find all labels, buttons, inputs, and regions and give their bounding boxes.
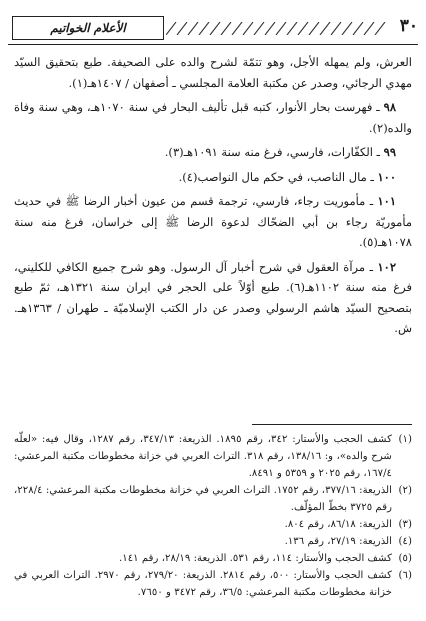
footnote	[14, 516, 412, 533]
header-hatch-ornament	[166, 22, 386, 35]
paragraph-text: ـ مرآة العقول في شرح أخبار آل الرسول. وهو شرح جميع الكافي للكليني، فرغ منه سنة ١١٠٢هـ(٦). طبع أوّلاً على الحجر في ايران سنة ١٣٢١هـ، ثمّ طبع بتصحيح السيّد هاشم الرسولي وصدر عن دار الكتب الإسلاميّة ـ طهران / ١٣٦٣هـ. ش.	[14, 259, 412, 335]
footnote-text: كشف الحجب والأستار: ٣٤٢، رقم ١٨٩٥. الذريعة: ٣٤٧/١٣، رقم ١٢٨٧، وقال فيه: «لعلّه شرح والده»، و: ١٣٨/١٦، رقم ٣١٨. التراث العربي في خزانة مخطوطات مكتبة المرعشي: ١٦٧/٤، رقم ٢٠٢٥ و ٥٣٥٩ و ٨٤٩١.	[14, 434, 392, 479]
paragraph	[14, 191, 412, 253]
entry-number: ١٠٢	[377, 259, 396, 274]
footnote	[14, 567, 412, 601]
footnote-text: الذريعة: ٨٦/١٨، رقم ٨٠٤.	[284, 519, 392, 530]
footnote	[14, 431, 412, 482]
paragraph-text: العرش، ولم يمهله الأجل، وهو تتمّة لشرح والده على الصحيفة. طبع بتحقيق السيّد مهدي الرجائي، وصدر عن مكتبة العلامة المجلسي ـ أصفهان / ١٤٠٧هـ(١).	[14, 55, 412, 90]
footnote-text: كشف الحجب والأستار: ٥٠٠، رقم ٢٨١٤. الذريعة: ٢٧٩/٢٠، رقم ٢٩٧٠. التراث العربي في خزانة مخطوطات مكتبة المرعشي: ٣٦/٥، رقم ٣٤٧٢ و ٧٦٥٠.	[14, 570, 393, 598]
entry-number: ١٠٠	[377, 169, 396, 184]
footnote-number: (١)	[398, 434, 412, 445]
paragraph	[14, 97, 412, 138]
paragraph-text: ـ فهرست بحار الأنوار، كتبه قبل تأليف البحار في سنة ١٠٧٠هـ، وهي سنة وفاة والده(٢).	[14, 100, 412, 135]
footnote	[14, 533, 412, 550]
header-rule	[8, 44, 418, 45]
paragraph-text: ـ مال الناصب، في حكم مال النواصب(٤).	[178, 169, 374, 184]
footnote	[14, 482, 412, 516]
entry-number: ١٠١	[377, 194, 396, 208]
main-text	[14, 52, 412, 343]
paragraph	[14, 52, 412, 93]
paragraph	[14, 142, 412, 163]
paragraph	[14, 257, 412, 339]
paragraph-text: ـ الكفّارات، فارسي، فرغ منه سنة ١٠٩١هـ(٣).	[164, 145, 380, 159]
footnote-number: (٦)	[398, 570, 412, 581]
footnote	[14, 550, 412, 567]
footnote-number: (٥)	[398, 553, 412, 564]
footnote-text: الذريعة: ٣٧٧/١٦، رقم ١٧٥٢. التراث العربي في خزانة مخطوطات مكتبة المرعشي: ٢٢٨/٤، رقم ٣٧٢٥ بخطّ المؤلّف.	[14, 485, 392, 513]
footnotes	[14, 431, 412, 601]
page-header	[8, 12, 420, 42]
header-title-box	[12, 16, 164, 40]
paragraph-text: ـ مأموريت رجاء، فارسي، ترجمة قسم من عيون أخبار الرضا ﷺ في حديث مأموريّة رجاء بن أبي الضحّاك لدعوة الرضا ﷺ إلى خراسان، فرغ منه سنة ١٠٧٨هـ(٥).	[14, 194, 412, 249]
footnote-number: (٣)	[398, 519, 412, 530]
footnote-text: الذريعة: ٢٧/١٩، رقم ١٣٦.	[284, 536, 392, 547]
footnote-text: كشف الحجب والأستار: ١١٤، رقم ٥٣١. الذريعة: ٢٨/١٩، رقم ١٤١.	[118, 553, 392, 564]
header-title: الأعلام الخواتيم	[50, 21, 126, 35]
footnote-number: (٢)	[398, 485, 412, 496]
entry-number: ٩٨	[383, 100, 397, 114]
footnote-number: (٤)	[398, 536, 412, 547]
paragraph	[14, 167, 412, 188]
entry-number: ٩٩	[383, 145, 396, 159]
footnote-separator	[252, 424, 412, 425]
page-number: ٣٠	[399, 16, 418, 36]
